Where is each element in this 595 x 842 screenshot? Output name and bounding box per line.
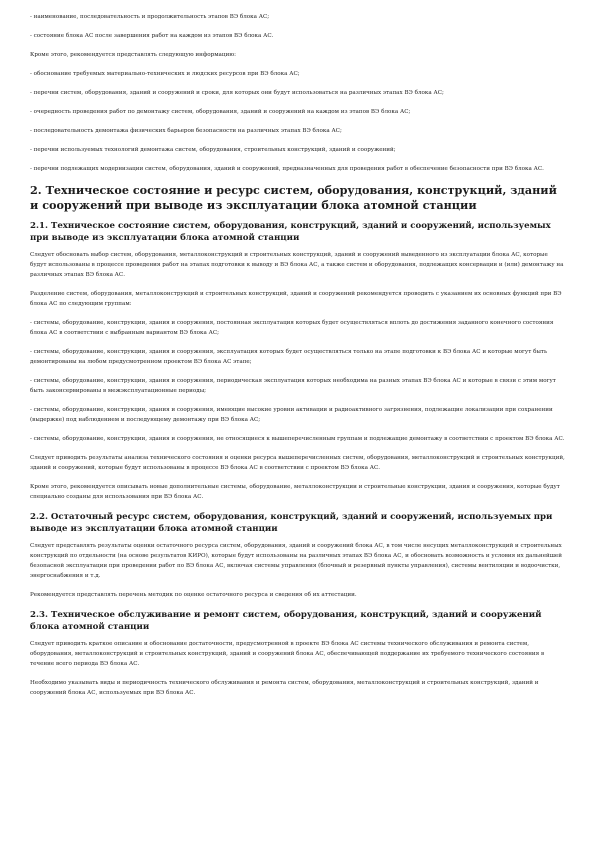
- list-item: - последовательность демонтажа физических барьеров безопасности на различных этапах ВЭ блока АС;: [30, 128, 342, 134]
- list-item: - наименование, последовательность и продолжительность этапов ВЭ блока АС;: [30, 14, 270, 20]
- paragraph: Следует обосновать выбор систем, оборудования, металлоконструкций и строительных конструкций, зданий и сооружений выведенного из эксплуатации блока АС, которые будут использованы в процессе проведения работ на этапах подготовки к выводу и ВЭ блока АС, а также систем и оборудования, подлежащих консервации и (или) демонтажу на различных этапах ВЭ блока АС.: [30, 252, 564, 278]
- list-item: - системы, оборудование, конструкции, здания и сооружения, периодическая эксплуатация которых необходима на разных этапах ВЭ блока АС и которые в связи с этим могут быть законсервированы в межэксплуатационные периоды;: [30, 378, 556, 394]
- subsection-heading: 2.2. Остаточный ресурс систем, оборудования, конструкций, зданий и сооружений, используемых при выводе из эксплуатации блока атомной станции: [30, 512, 553, 534]
- paragraph: Следует приводить краткое описание и обоснование достаточности, предусмотренной в проекте ВЭ блока АС системы технического обслуживания и ремонта систем, оборудования, металлоконструкций и строительных конструкций, зданий и сооружений блока АС, обеспечивающей поддержание их требуемого технического состояния в течение всего периода ВЭ блока АС.: [30, 641, 545, 667]
- paragraph: Разделение систем, оборудования, металлоконструкций и строительных конструкций, зданий и сооружений рекомендуется проводить с указанием их основных функций при ВЭ блока АС по следующим группам:: [30, 291, 562, 307]
- paragraph: Следует приводить результаты анализа технического состояния и оценки ресурса вышеперечисленных систем, оборудования, металлоконструкций и строительных конструкций, зданий и сооружений, которые будут использованы в процессе ВЭ блока АС в соответствии с проектом ВЭ блока АС.: [30, 455, 565, 471]
- paragraph: Следует представлять результаты оценки остаточного ресурса систем, оборудования, зданий и сооружений блока АС, в том числе несущих металлоконструкций и строительных конструкций по отдельности (на основе результатов КИРО), которые будут использованы на различных этапах ВЭ блока АС, и обосновать возможность и условия их дальнейшей безопасной эксплуатации при проведении работ по ВЭ блока АС, включая системы управления (блочный и резервный пункты управления), системы вентиляции и водоочистки, энергоснабжения и т.д.: [30, 543, 562, 579]
- paragraph: Необходимо указывать виды и периодичность технического обслуживания и ремонта систем, оборудования, металлоконструкций и строительных конструкций, зданий и сооружений блока АС, используемых при ВЭ блока АС.: [30, 680, 539, 696]
- paragraph: Кроме этого, рекомендуется представлять следующую информацию:: [30, 52, 236, 58]
- list-item: - обоснование требуемых материально-технических и людских ресурсов при ВЭ блока АС;: [30, 71, 300, 77]
- list-item: - очередность проведения работ по демонтажу систем, оборудования, зданий и сооружений на каждом из этапов ВЭ блока АС;: [30, 109, 411, 115]
- list-item: - перечни подлежащих модернизации систем, оборудования, зданий и сооружений, предназначенных для проведения работ в обеспечение безопасности при ВЭ блока АС.: [30, 166, 544, 172]
- subsection-heading: 2.3. Техническое обслуживание и ремонт систем, оборудования, конструкций, зданий и сооружений блока атомной станции: [30, 610, 542, 632]
- list-item: - системы, оборудование, конструкции, здания и сооружения, эксплуатация которых будет осуществляться только на этапе подготовки к ВЭ блока АС и которые могут быть демонтированы на любом предусмотренном проектом ВЭ блока АС этапе;: [30, 349, 548, 365]
- list-item: - системы, оборудование, конструкции, здания и сооружения, не относящиеся к вышеперечисленным группам и подлежащие демонтажу в соответствии с проектом ВЭ блока АС.: [30, 436, 565, 442]
- paragraph: Кроме этого, рекомендуется описывать новые дополнительные системы, оборудование, металлоконструкции и строительные конструкции, здания и сооружения, которые будут специально созданы для использования при ВЭ блока АС.: [30, 484, 560, 500]
- list-item: - перечни используемых технологий демонтажа систем, оборудования, строительных конструкций, зданий и сооружений;: [30, 147, 396, 153]
- list-item: - перечни систем, оборудования, зданий и сооружений и сроки, для которых они будут использоваться на различных этапах ВЭ блока АС;: [30, 90, 444, 96]
- paragraph: Рекомендуется представлять перечень методик по оценке остаточного ресурса и сведения об их аттестации.: [30, 592, 357, 598]
- list-item: - системы, оборудование, конструкции, здания и сооружения, постоянная эксплуатация которых будет осуществляться вплоть до достижения заданного конечного состояния блока АС в соответствии с выбранным вариантом ВЭ блока АС;: [30, 320, 554, 336]
- list-item: - системы, оборудование, конструкции, здания и сооружения, имеющие высокие уровни активации и радиоактивного загрязнения, подлежащие локализации при сохранении (выдержке) под наблюдением и последующему демонтажу при ВЭ блока АС;: [30, 407, 553, 423]
- list-item: - состояние блока АС после завершения работ на каждом из этапов ВЭ блока АС.: [30, 33, 274, 39]
- intro-block: [30, 12, 565, 174]
- subsection-heading: 2.1. Техническое состояние систем, оборудования, конструкций, зданий и сооружений, используемых при выводе из эксплуатации блока атомной станции: [30, 221, 551, 243]
- section-heading: 2. Техническое состояние и ресурс систем, оборудования, конструкций, зданий и сооружений при выводе из эксплуатации блока атомной станции: [30, 183, 557, 212]
